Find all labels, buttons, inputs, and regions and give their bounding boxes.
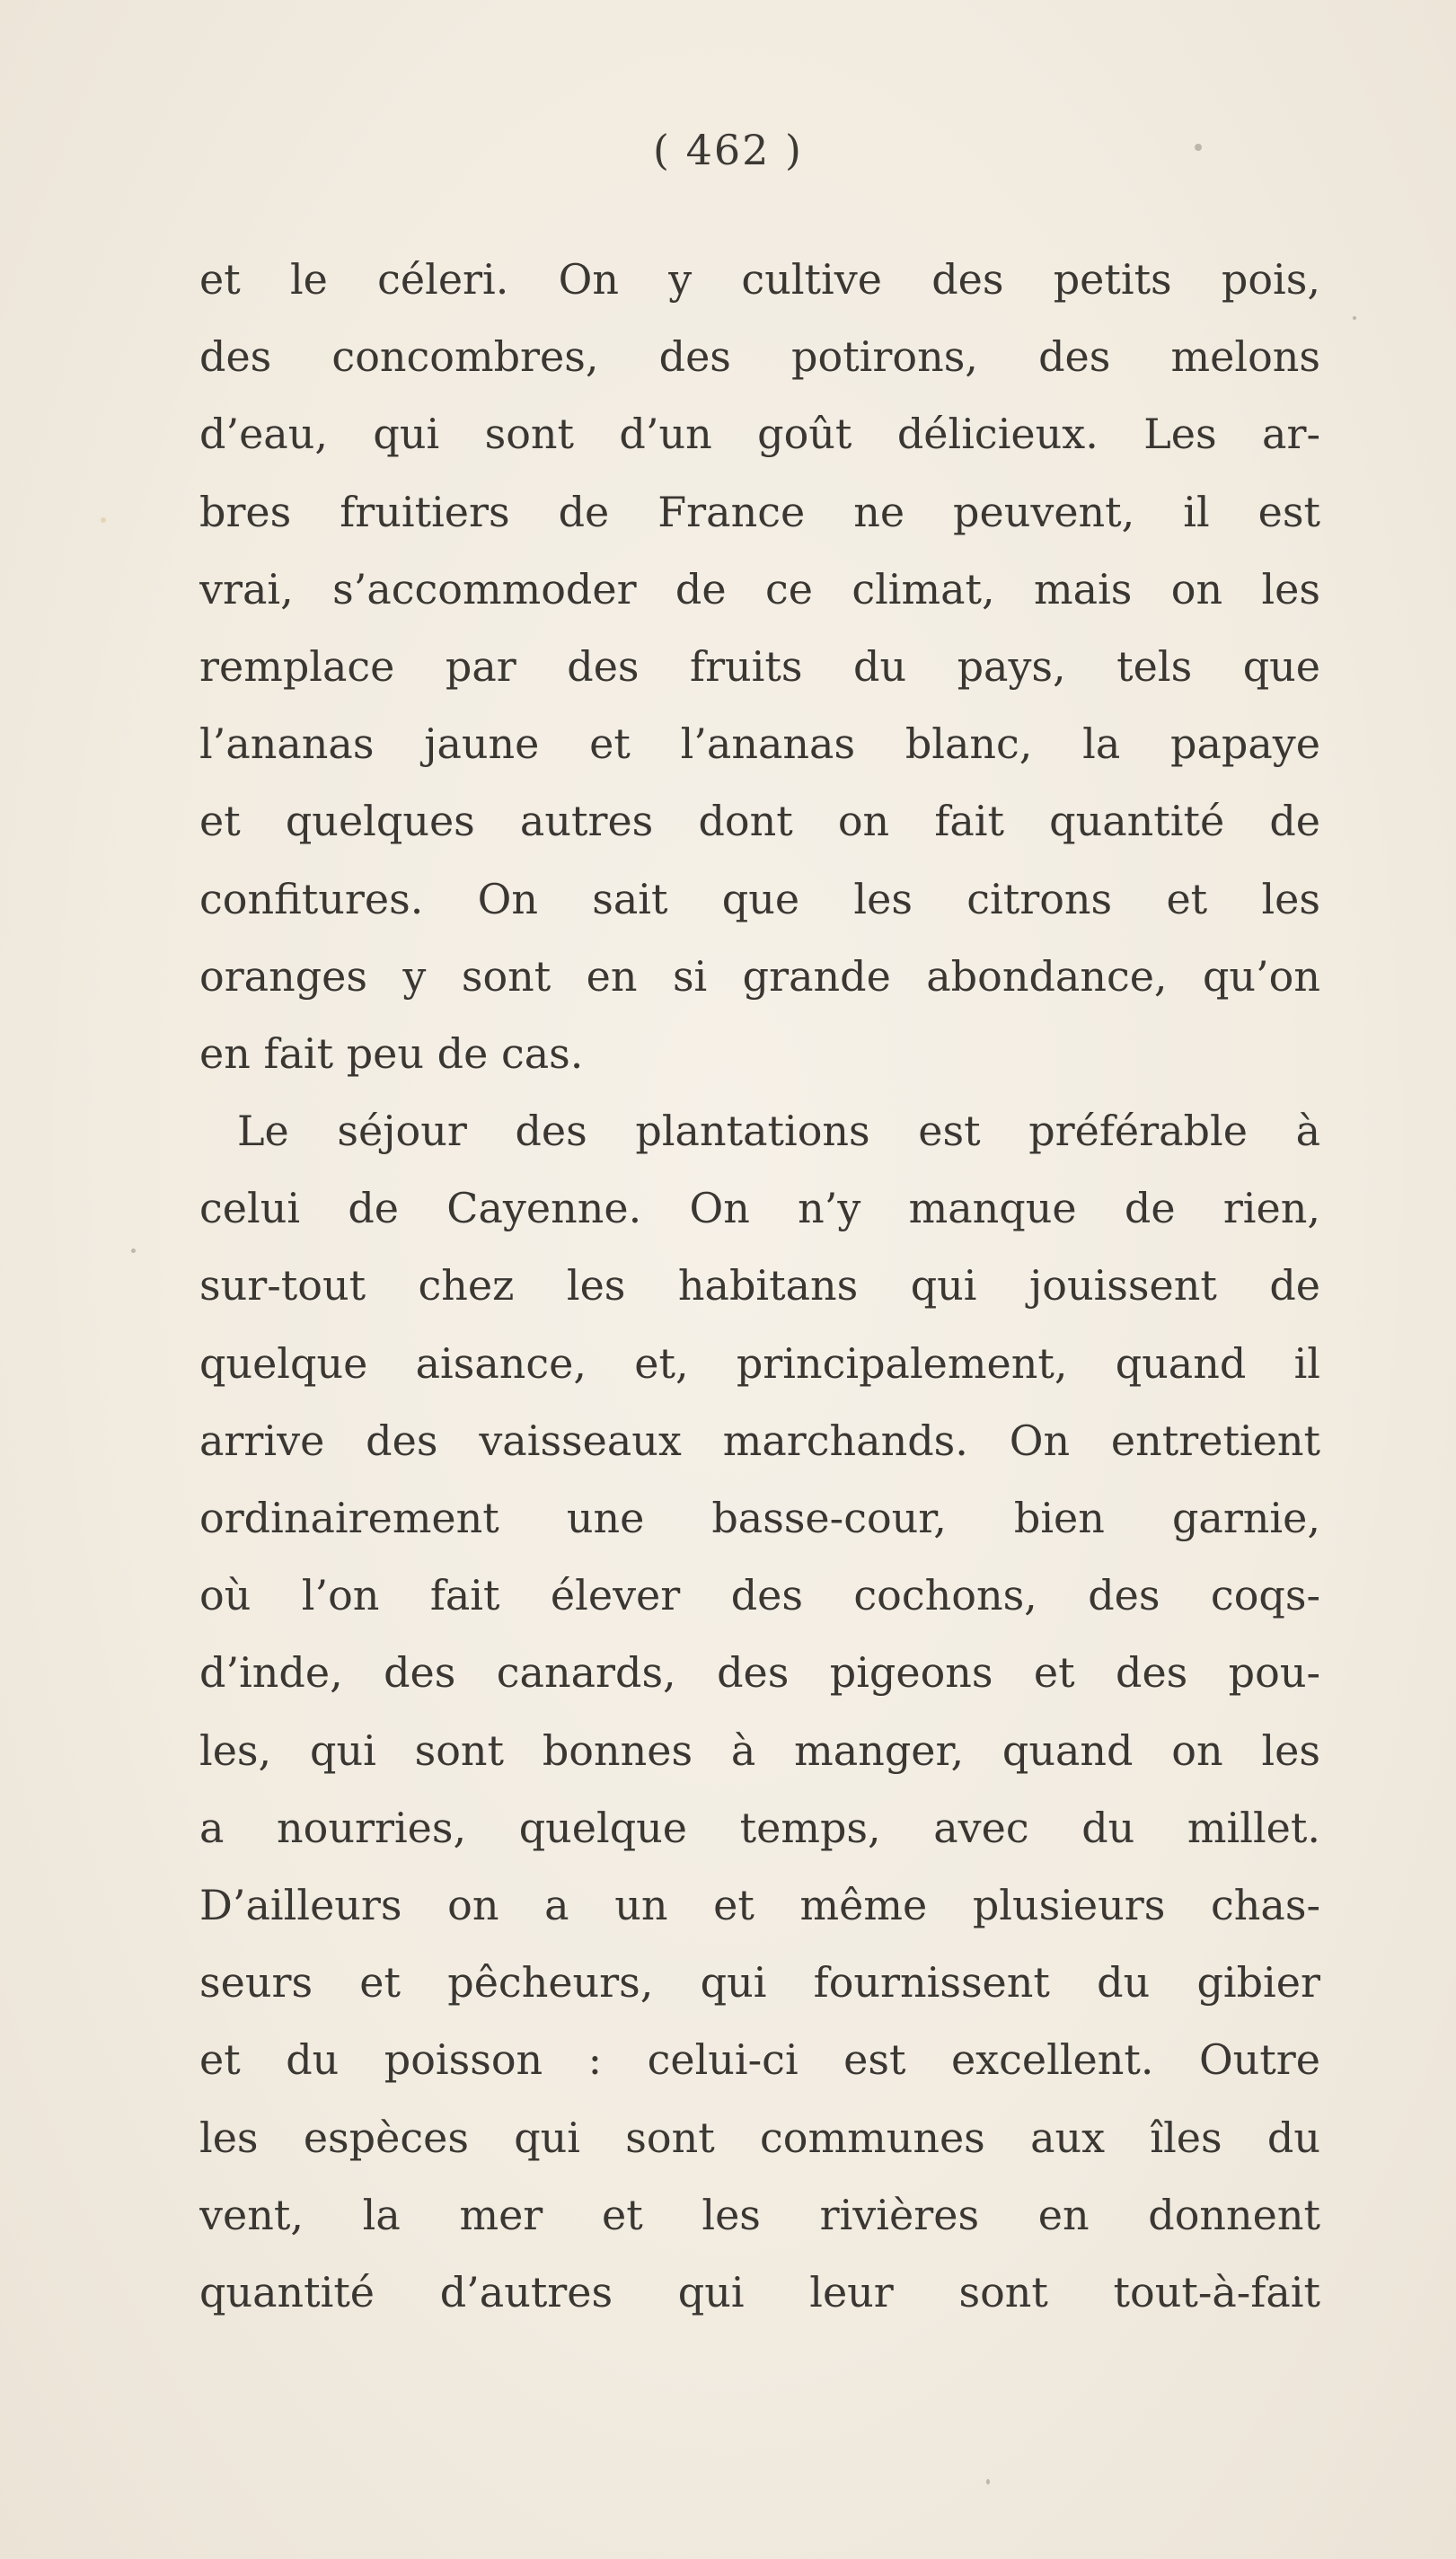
body-text <box>199 241 1320 2331</box>
text-line: quantité d’autres qui leur sont tout-à-fait <box>199 2267 1320 2316</box>
text-line: vrai, s’accommoder de ce climat, mais on les <box>199 564 1320 613</box>
text-line: l’ananas jaune et l’ananas blanc, la papaye <box>199 719 1320 769</box>
text-line: confitures. On sait que les citrons et les <box>199 874 1320 923</box>
text-line: sur-tout chez les habitans qui jouissent de <box>199 1261 1320 1310</box>
text-line: seurs et pêcheurs, qui fournissent du gibier <box>199 1958 1320 2007</box>
text-line: remplace par des fruits du pays, tels que <box>199 641 1320 691</box>
text-line: arrive des vaisseaux marchands. On entretient <box>199 1416 1320 1465</box>
text-line: vent, la mer et les rivières en donnent <box>199 2190 1320 2239</box>
text-line: bres fruitiers de France ne peuvent, il est <box>199 487 1320 536</box>
text-line: celui de Cayenne. On n’y manque de rien, <box>199 1184 1320 1233</box>
text-line: les, qui sont bonnes à manger, quand on les <box>199 1725 1320 1775</box>
text-line: oranges y sont en si grande abondance, qu’on <box>199 951 1320 1001</box>
text-line: les espèces qui sont communes aux îles du <box>199 2113 1320 2162</box>
text-line: d’eau, qui sont d’un goût délicieux. Les ar- <box>199 410 1320 459</box>
paper-speck <box>131 1249 136 1253</box>
text-line: D’ailleurs on a un et même plusieurs chas- <box>199 1880 1320 1929</box>
text-line: et le céleri. On y cultive des petits pois, <box>199 255 1320 304</box>
text-line: en fait peu de cas. <box>199 1028 584 1078</box>
text-line: et du poisson : celui-ci est excellent. Outre <box>199 2035 1320 2085</box>
text-line: d’inde, des canards, des pigeons et des pou- <box>199 1648 1320 1698</box>
paper-speck <box>986 2479 990 2484</box>
page-number: ( 462 ) <box>653 126 803 174</box>
text-line: a nourries, quelque temps, avec du millet. <box>199 1803 1320 1852</box>
paragraph-first-line: Le séjour des plantations est préférable à <box>237 1107 1320 1156</box>
text-line: quelque aisance, et, principalement, quand il <box>199 1338 1320 1388</box>
paper-speck <box>1195 144 1202 151</box>
paper-speck <box>101 517 106 523</box>
paper-speck <box>1353 316 1356 320</box>
text-line: ordinairement une basse-cour, bien garnie, <box>199 1494 1320 1542</box>
text-line: où l’on fait élever des cochons, des coqs- <box>199 1571 1320 1620</box>
text-line: des concombres, des potirons, des melons <box>199 332 1320 382</box>
text-line: et quelques autres dont on fait quantité de <box>199 797 1320 846</box>
